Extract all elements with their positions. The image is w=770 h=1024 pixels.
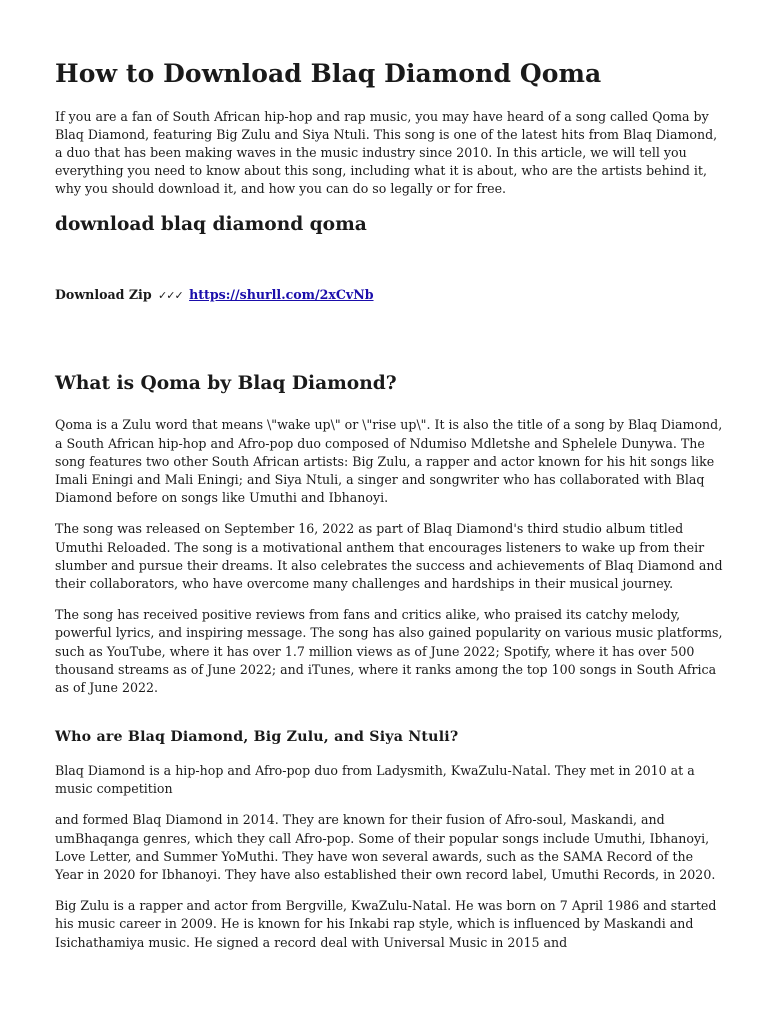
download-arrows-icon: ✓✓✓ [158,289,183,303]
download-link[interactable]: https://shurll.com/2xCvNb [189,287,374,303]
who-paragraph-1: Blaq Diamond is a hip-hop and Afro-pop duo from Ladysmith, KwaZulu-Natal. They met in 2010 at a music competition [55,762,695,796]
intro-paragraph: If you are a fan of South African hip-hop and rap music, you may have heard of a song called Qoma by Blaq Diamond, featuring Big Zulu and Siya Ntuli. This song is one of the latest hits from Blaq Diamond, a duo that has been making waves in the music industry since 2010. In this article, we will tell you everything you need to know about this song, including what it is about, who are the artists behind it, why you should download it, and how you can do so legally or for free. [55,109,718,197]
who-paragraph-3: Big Zulu is a rapper and actor from Bergville, KwaZulu-Natal. He was born on 7 April 1986 and started his music career in 2009. He is known for his Inkabi rap style, which is influenced by Maskandi and Isichathamiya music. He signed a record deal with Universal Music in 2015 and [55,898,717,950]
what-heading: What is Qoma by Blaq Diamond? [55,373,397,395]
download-line [55,286,725,305]
download-label: Download Zip [55,287,152,303]
what-paragraph-3: The song has received positive reviews from fans and critics alike, who praised its catchy melody, powerful lyrics, and inspiring message. The song has also gained popularity on various music platforms, such as YouTube, where it has over 1.7 million views as of June 2022; Spotify, where it has over 500 thousand streams as of June 2022; and iTunes, where it ranks among the top 100 songs in South Africa as of June 2022. [55,607,723,695]
article [55,56,725,952]
download-heading: download blaq diamond qoma [55,214,367,236]
who-heading: Who are Blaq Diamond, Big Zulu, and Siya Ntuli? [55,728,459,745]
what-paragraph-1: Qoma is a Zulu word that means \"wake up\" or \"rise up\". It is also the title of a song by Blaq Diamond, a South African hip-hop and Afro-pop duo composed of Ndumiso Mdletshe and Sphelele Dunywa. The song features two other South African artists: Big Zulu, a rapper and actor known for his hit songs like Imali Eningi and Mali Eningi; and Siya Ntuli, a singer and songwriter who has collaborated with Blaq Diamond before on songs like Umuthi and Ibhanoyi. [55,417,723,505]
what-paragraph-2: The song was released on September 16, 2022 as part of Blaq Diamond's third studio album titled Umuthi Reloaded. The song is a motivational anthem that encourages listeners to wake up from their slumber and pursue their dreams. It also celebrates the success and achievements of Blaq Diamond and their collaborators, who have overcome many challenges and hardships in their musical journey. [55,521,723,591]
who-paragraph-2: and formed Blaq Diamond in 2014. They are known for their fusion of Afro-soul, Maskandi, and umBhaqanga genres, which they call Afro-pop. Some of their popular songs include Umuthi, Ibhanoyi, Love Letter, and Summer YoMuthi. They have won several awards, such as the SAMA Record of the Year in 2020 for Ibhanoyi. They have also established their own record label, Umuthi Records, in 2020. [55,812,716,882]
page-title: How to Download Blaq Diamond Qoma [55,59,602,88]
